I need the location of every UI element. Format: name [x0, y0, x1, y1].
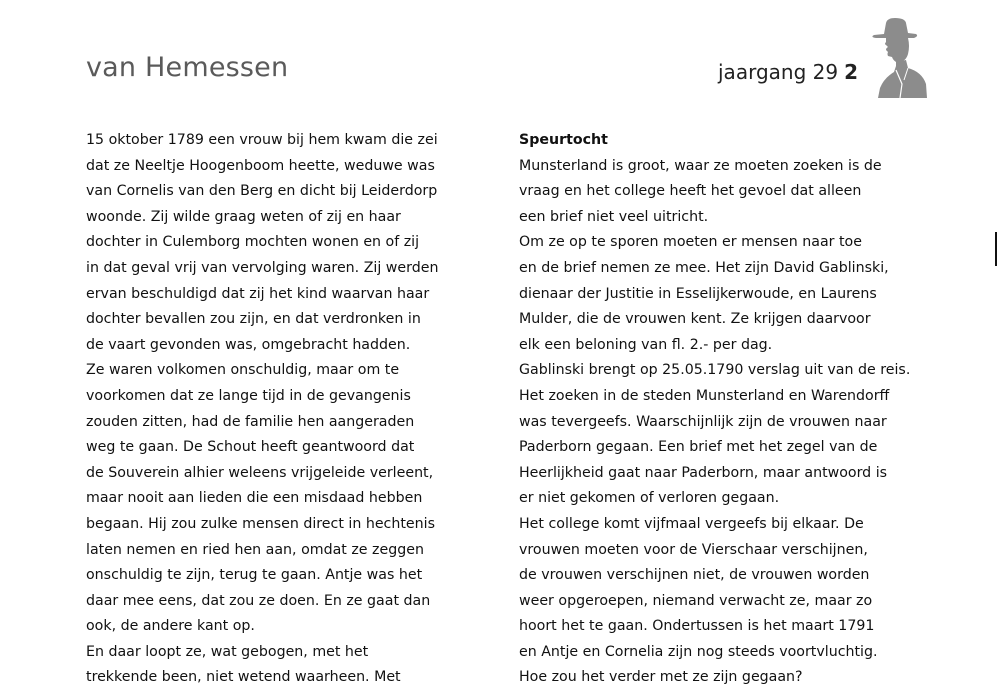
text-line: Het college komt vijfmaal vergeefs bij elkaar. De [519, 515, 864, 532]
text-line: dochter bevallen zou zijn, en dat verdronken in [86, 311, 421, 328]
text-line: dienaar der Justitie in Esselijkerwoude, en Laurens [519, 285, 877, 302]
text-line: Ze waren volkomen onschuldig, maar om te [86, 362, 400, 379]
text-line: vraag en het college heeft het gevoel dat alleen [519, 183, 862, 200]
text-line: maar nooit aan lieden die een misdaad hebben [86, 490, 423, 507]
text-line: Mulder, die de vrouwen kent. Ze krijgen daarvoor [519, 311, 871, 328]
text-line: en de brief nemen ze mee. Het zijn David Gablinski, [519, 259, 889, 276]
text-line: begaan. Hij zou zulke mensen direct in hechtenis [86, 515, 435, 532]
text-line: hoort het te gaan. Ondertussen is het maart 1791 [519, 618, 875, 635]
text-line: en Antje en Cornelia zijn nog steeds voortvluchtig. [519, 643, 878, 660]
text-line: weg te gaan. De Schout heeft geantwoord dat [86, 439, 415, 456]
text-line: daar mee eens, dat zou ze doen. En ze gaat dan [86, 592, 431, 609]
text-line: Munsterland is groot, waar ze moeten zoeken is de [519, 157, 882, 174]
text-line: zouden zitten, had de familie hen aangeraden [86, 413, 415, 430]
text-line: dochter in Culemborg mochten wonen en of zij [86, 234, 420, 251]
left-text-column [86, 128, 486, 691]
text-line: de Souverein alhier weleens vrijgeleide verleent, [86, 464, 434, 481]
text-line: elk een beloning van fl. 2.- per dag. [519, 336, 773, 353]
text-line: woonde. Zij wilde graag weten of zij en haar [86, 208, 401, 225]
text-line: ervan beschuldigd dat zij het kind waarvan haar [86, 285, 430, 302]
text-line: Het zoeken in de steden Munsterland en Warendorff [519, 387, 890, 404]
text-line: de vaart gevonden was, omgebracht hadden. [86, 336, 411, 353]
issue-label [718, 60, 858, 84]
text-line: in dat geval vrij van vervolging waren. Zij werden [86, 259, 439, 276]
text-line: trekkende been, niet wetend waarheen. Met [86, 669, 401, 686]
text-line: dat ze Neeltje Hoogenboom heette, weduwe was [86, 157, 435, 174]
page-title: van Hemessen [86, 52, 289, 83]
text-line: onschuldig te zijn, terug te gaan. Antje was het [86, 567, 423, 584]
text-line: voorkomen dat ze lange tijd in de gevangenis [86, 387, 411, 404]
text-line: 15 oktober 1789 een vrouw bij hem kwam die zei [86, 132, 438, 148]
text-line: een brief niet veel uitricht. [519, 208, 709, 225]
text-line: Heerlijkheid gaat naar Paderborn, maar antwoord is [519, 464, 888, 481]
text-line: er niet gekomen of verloren gegaan. [519, 490, 780, 507]
page-number: 2 [844, 60, 858, 84]
text-line: Paderborn gegaan. Een brief met het zegel van de [519, 439, 878, 456]
text-cursor [995, 232, 997, 266]
text-line: En daar loopt ze, wat gebogen, met het [86, 643, 369, 660]
text-line: laten nemen en ried hen aan, omdat ze zeggen [86, 541, 424, 558]
text-line: ook, de andere kant op. [86, 618, 255, 635]
issue-volume: jaargang 29 [718, 60, 839, 84]
section-heading: Speurtocht [519, 132, 608, 148]
text-line: Gablinski brengt op 25.05.1790 verslag uit van de reis. [519, 362, 911, 379]
text-line: vrouwen moeten voor de Vierschaar verschijnen, [519, 541, 868, 558]
text-line: was tevergeefs. Waarschijnlijk zijn de vrouwen naar [519, 413, 887, 430]
text-line: van Cornelis van den Berg en dicht bij Leiderdorp [86, 183, 438, 200]
text-line: Hoe zou het verder met ze zijn gegaan? [519, 669, 803, 686]
text-line: de vrouwen verschijnen niet, de vrouwen worden [519, 567, 870, 584]
right-text-column [519, 128, 919, 691]
text-line: Om ze op te sporen moeten er mensen naar toe [519, 234, 862, 251]
silhouette-logo-icon [864, 14, 928, 98]
text-line: weer opgeroepen, niemand verwacht ze, maar zo [519, 592, 873, 609]
